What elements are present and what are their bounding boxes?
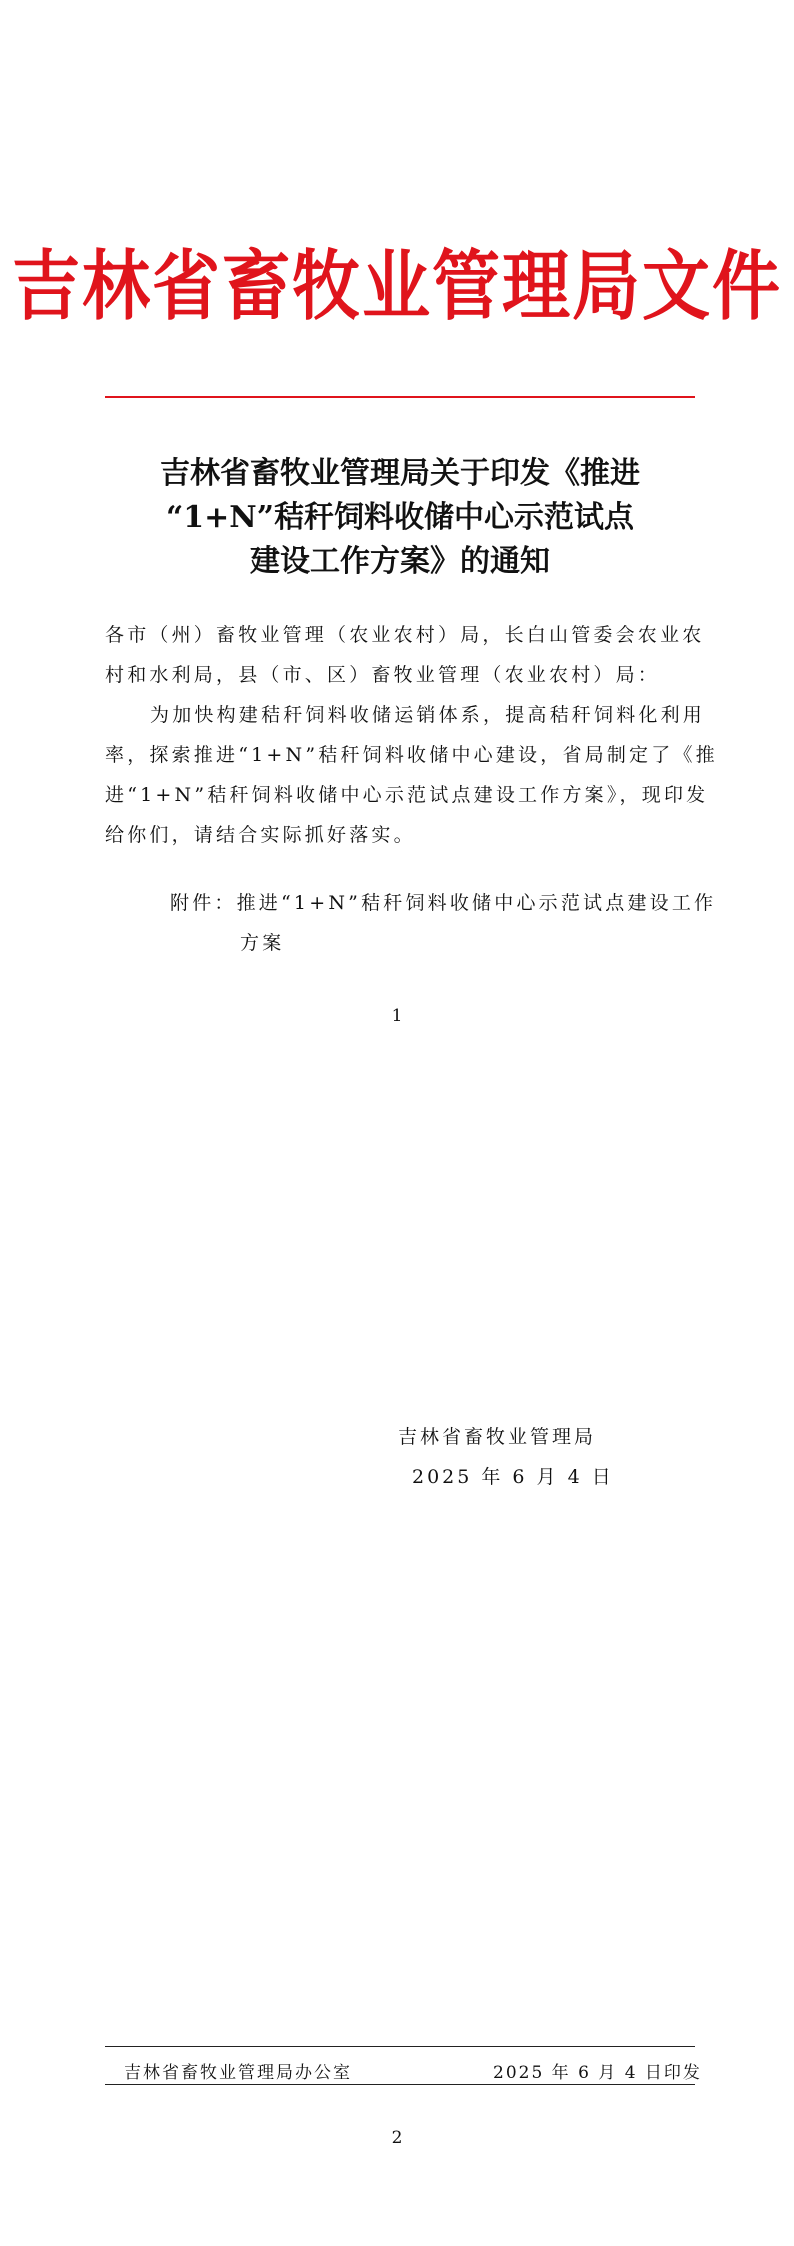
document-title-line-1: 吉林省畜牧业管理局关于印发《推进 [160,456,640,491]
attachment-line-2: 方案 [240,932,285,954]
footer-bottom-rule [105,2084,695,2085]
masthead-red-rule [105,396,695,398]
body-paragraph-line-3: 进“1+N”秸秆饲料收储中心示范试点建设工作方案》，现印发 [105,784,709,806]
body-paragraph-line-1: 为加快构建秸秆饲料收储运销体系，提高秸秆饲料化利用 [150,704,706,726]
document-title-line-2: “1+N”秸秆饲料收储中心示范试点 [166,500,634,535]
body-paragraph-line-4: 给你们，请结合实际抓好落实。 [105,824,416,846]
document-masthead: 吉林省畜牧业管理局文件 [11,241,782,332]
signature-date: 2025 年 6 月 4 日 [412,1466,614,1488]
recipients-line-1: 各市（州）畜牧业管理（农业农村）局，长白山管委会农业农 [105,624,705,646]
footer-issuer: 吉林省畜牧业管理局办公室 [124,2063,352,2083]
recipients-line-2: 村和水利局，县（市、区）畜牧业管理（农业农村）局： [105,664,661,686]
footer-top-rule [105,2046,695,2047]
document-title-line-3: 建设工作方案》的通知 [250,544,550,579]
signature-organization: 吉林省畜牧业管理局 [398,1426,597,1448]
page-number-1: 1 [391,1006,403,1026]
page-number-2: 2 [391,2128,403,2148]
attachment-line-1: 附件：推进“1+N”秸秆饲料收储中心示范试点建设工作 [170,892,717,914]
footer-print-date: 2025 年 6 月 4 日印发 [493,2063,702,2083]
body-paragraph-line-2: 率，探索推进“1+N”秸秆饲料收储中心建设，省局制定了《推 [105,744,718,766]
